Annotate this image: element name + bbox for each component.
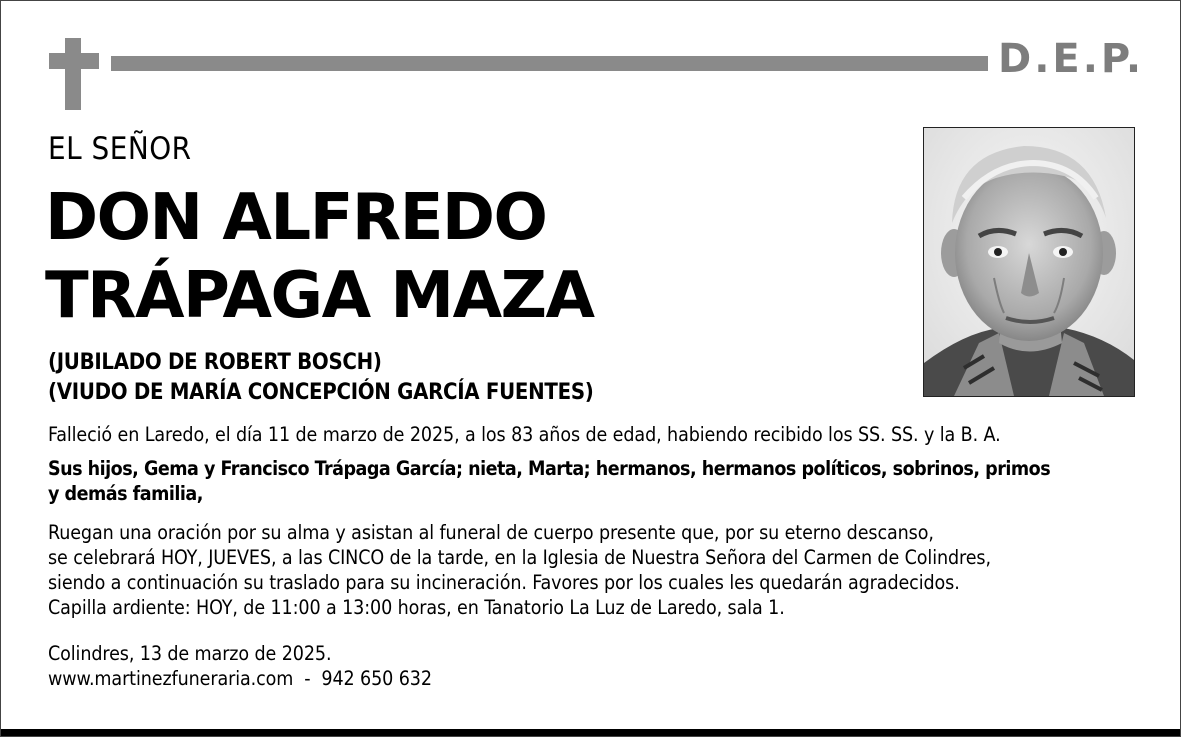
request-line-4: Capilla ardiente: HOY, de 11:00 a 13:00 horas, en Tanatorio La Luz de Laredo, sala 1.	[48, 596, 785, 619]
family-list	[48, 456, 1050, 506]
name-line-2: TRÁPAGA MAZA	[45, 259, 594, 333]
dep-label: D.E.P.	[998, 36, 1145, 82]
request-line-3: siendo a continuación su traslado para su incineración. Favores por los cuales les quedarán agradecidos.	[48, 571, 960, 594]
place-date: Colindres, 13 de marzo de 2025.	[48, 642, 332, 665]
request-line-2: se celebrará HOY, JUEVES, a las CINCO de la tarde, en la Iglesia de Nuestra Señora del Carmen de Colindres,	[48, 546, 991, 569]
cross-icon	[49, 38, 99, 110]
family-line-2: y demás familia,	[48, 482, 203, 505]
subtitle-occupation: (JUBILADO DE ROBERT BOSCH)	[48, 350, 382, 375]
subtitle-widower: (VIUDO DE MARÍA CONCEPCIÓN GARCÍA FUENTES)	[48, 380, 594, 405]
death-notice: Falleció en Laredo, el día 11 de marzo de 2025, a los 83 años de edad, habiendo recibido los SS. SS. y la B. A.	[48, 423, 1001, 446]
closing	[48, 641, 432, 691]
contact-info: www.martinezfuneraria.com - 942 650 632	[48, 667, 432, 690]
header-rule	[111, 56, 988, 71]
name-line-1: DON ALFREDO	[45, 181, 547, 255]
portrait-photo	[923, 127, 1135, 397]
request-line-1: Ruegan una oración por su alma y asistan al funeral de cuerpo presente que, por su eterno descanso,	[48, 521, 934, 544]
honorific-title: EL SEÑOR	[48, 131, 192, 167]
bottom-rule	[1, 729, 1180, 736]
family-line-1: Sus hijos, Gema y Francisco Trápaga García; nieta, Marta; hermanos, hermanos políticos, sobrinos, primos	[48, 457, 1051, 480]
funeral-request	[48, 520, 991, 620]
deceased-name	[45, 179, 594, 335]
subtitles	[48, 348, 594, 408]
